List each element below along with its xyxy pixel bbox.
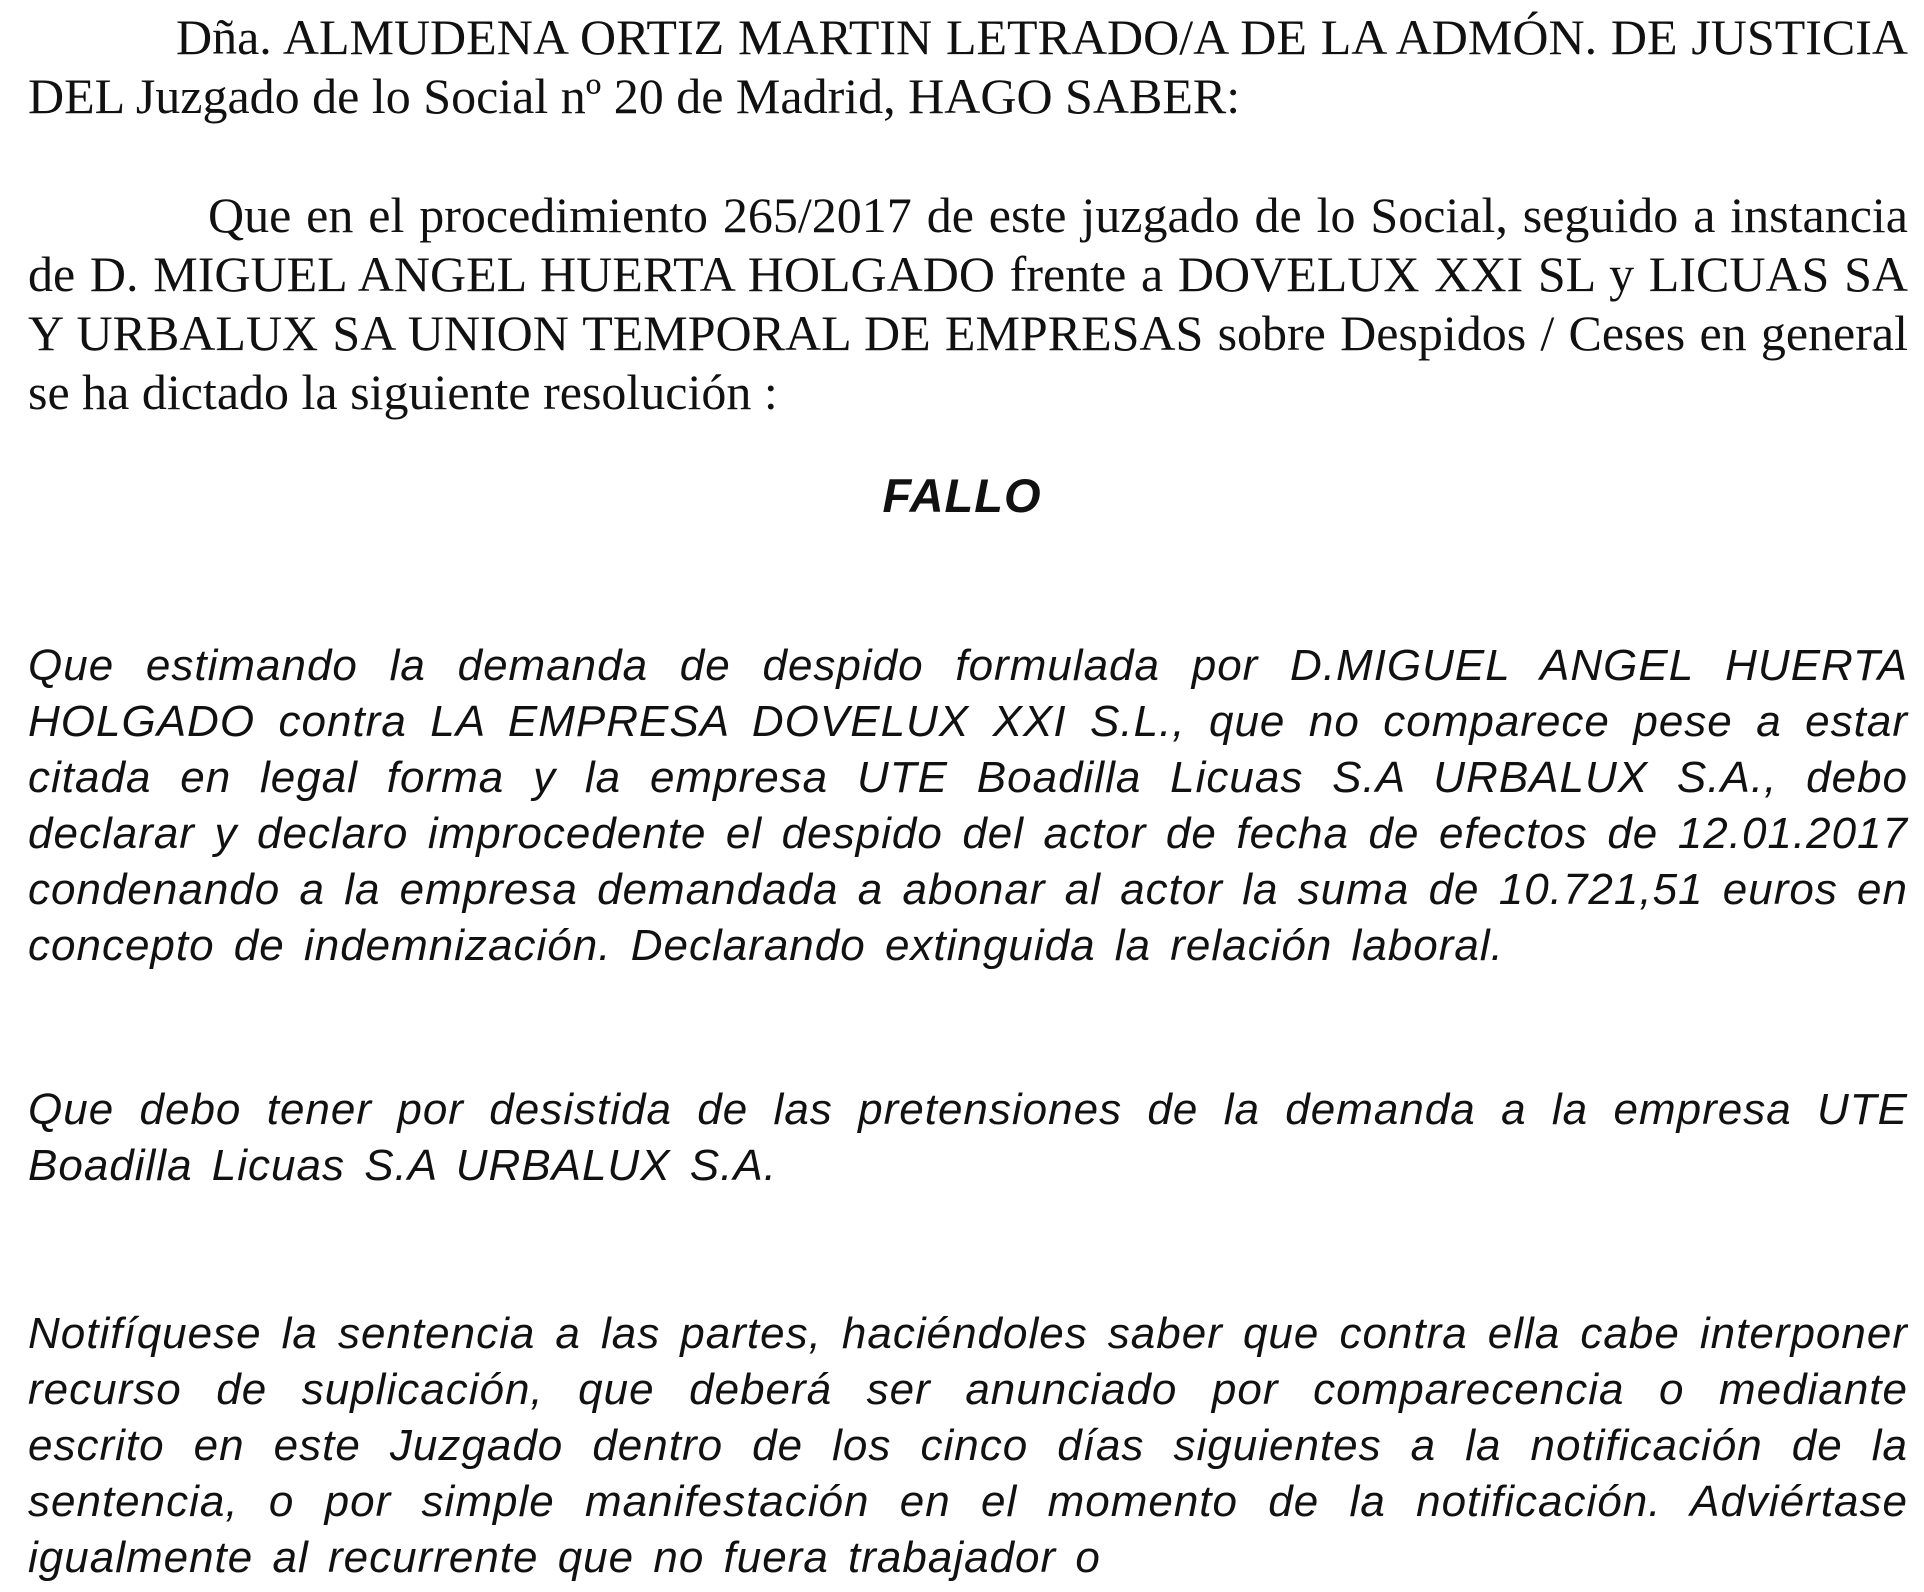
intro-paragraph: Que en el procedimiento 265/2017 de este juzgado de lo Social, seguido a instancia de D. MIGUEL ANGEL HUERTA HOLGADO frente a DOVELUX XXI SL y LICUAS SA Y URBALUX SA UNION TEMPORAL DE EMPRESAS sobre Despidos / Ceses en general se ha dictado la siguiente resolución : (28, 187, 1908, 420)
fallo-paragraph-notifiquese: Notifíquese la sentencia a las partes, haciéndoles saber que contra ella cabe interponer recurso de suplicación, que deberá ser anunciado por comparecencia o mediante escrito en este Juzgado dentro de los cinco días siguientes a la notificación de la sentencia, o por simple manifestación en el momento de la notificación. Adviértase igualmente al recurrente que no fuera trabajador o (28, 1309, 1908, 1582)
fallo-heading: FALLO (882, 469, 1042, 522)
header-paragraph: Dña. ALMUDENA ORTIZ MARTIN LETRADO/A DE LA ADMÓN. DE JUSTICIA DEL Juzgado de lo Social nº 20 de Madrid, HAGO SABER: (28, 9, 1908, 124)
fallo-paragraph-desistida: Que debo tener por desistida de las pretensiones de la demanda a la empresa UTE Boadilla Licuas S.A URBALUX S.A. (28, 1085, 1908, 1190)
fallo-paragraph-estimando: Que estimando la demanda de despido formulada por D.MIGUEL ANGEL HUERTA HOLGADO contra LA EMPRESA DOVELUX XXI S.L., que no comparece pese a estar citada en legal forma y la empresa UTE Boadilla Licuas S.A URBALUX S.A., debo declarar y declaro improcedente el despido del actor de fecha de efectos de 12.01.2017 condenando a la empresa demandada a abonar al actor la suma de 10.721,51 euros en concepto de indemnización. Declarando extinguida la relación laboral. (28, 641, 1908, 970)
